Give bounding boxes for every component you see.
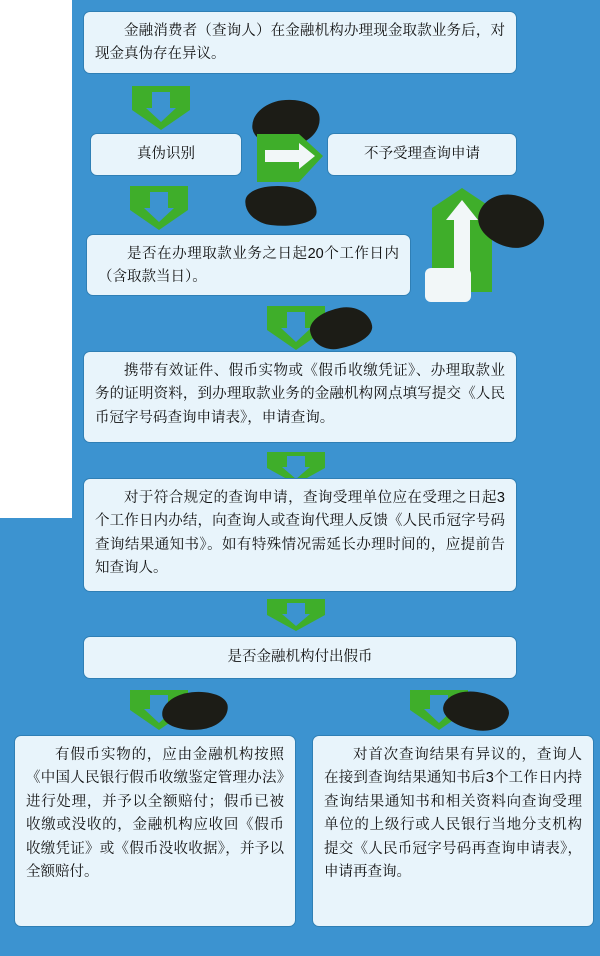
node-apply-label: 携带有效证件、假币实物或《假币收缴凭证》、办理取款业务的证明资料，到办理取款业务的金融机构网点填写提交《人民币冠字号码查询申请表》，申请查询。 (95, 363, 505, 426)
node-compensate (14, 735, 296, 927)
node-within-20-days-label: 是否在办理取款业务之日起20个工作日内（含取款当日）。 (98, 246, 399, 286)
arrow-start-to-identify (130, 84, 192, 132)
node-reinquiry-label: 对首次查询结果有异议的，查询人在接到查询结果通知书后3个工作日内持查询结果通知书和相关资料向查询受理单位的上级行或人民银行当地分支机构提交《人民币冠字号码再查询申请表》，申请再查询。 (324, 747, 582, 881)
arrow-identify-to-within20 (128, 184, 190, 232)
node-is-fake-currency-label: 是否金融机构付出假币 (227, 648, 373, 665)
node-reinquiry (312, 735, 594, 927)
node-handle-label: 对于符合规定的查询申请，查询受理单位应在受理之日起3个工作日内办结，向查询人或查询代理人反馈《人民币冠字号码查询结果通知书》。如有特殊情况需延长办理时间的，应提前告知查询人。 (95, 490, 505, 577)
node-start-label: 金融消费者（查询人）在金融机构办理现金取款业务后，对现金真伪存在异议。 (95, 23, 505, 63)
node-reject (327, 133, 517, 176)
artifact-white-shape (425, 268, 471, 302)
node-apply (83, 351, 517, 443)
node-within-20-days (86, 234, 411, 296)
node-identify (90, 133, 242, 176)
node-start (83, 11, 517, 74)
node-handle (83, 478, 517, 592)
node-is-fake-currency (83, 636, 517, 679)
arrow-identify-to-reject (255, 126, 325, 186)
arrow-handle-to-isfake (265, 597, 327, 633)
node-identify-label: 真伪识别 (137, 145, 195, 162)
node-compensate-label: 有假币实物的，应由金融机构按照《中国人民银行假币收缴鉴定管理办法》进行处理，并予以全额赔付；假币已被收缴或没收的，金融机构应收回《假币收缴凭证》或《假币没收收据》，并予以全额赔付。 (26, 747, 284, 881)
node-reject-label: 不予受理查询申请 (364, 145, 480, 162)
